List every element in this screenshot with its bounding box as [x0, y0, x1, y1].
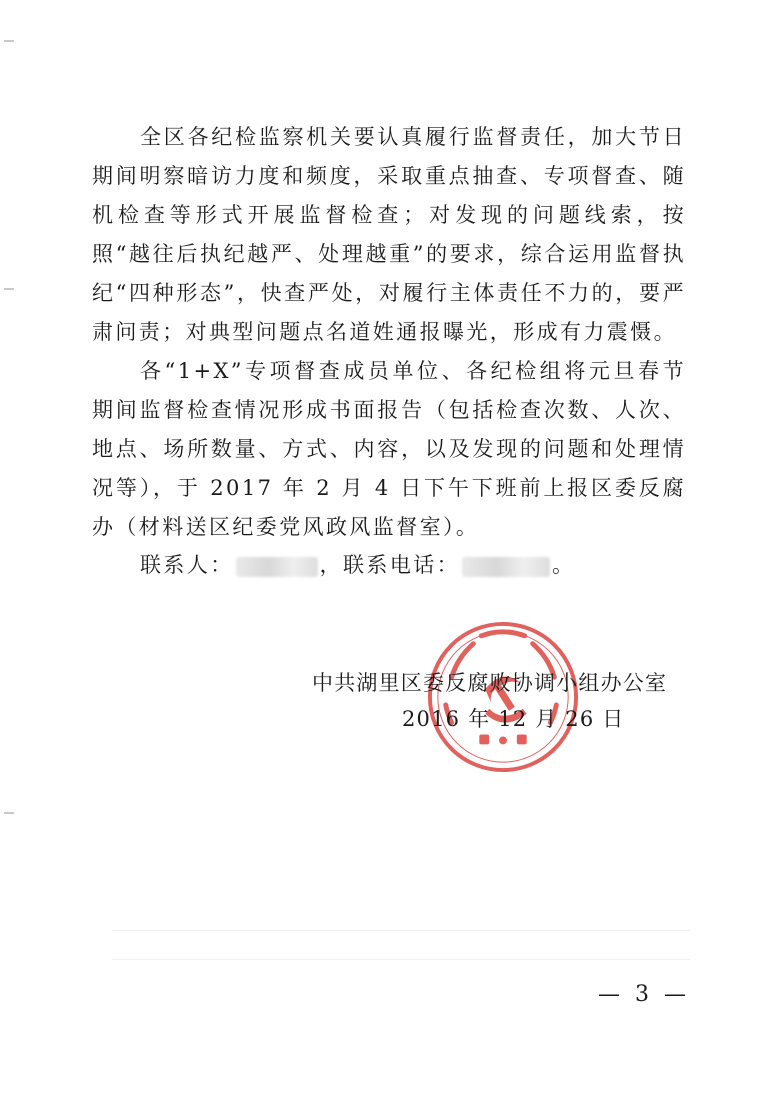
redacted-name: [236, 557, 318, 577]
issue-date: 2016 年 12 月 26 日: [402, 707, 625, 731]
body-paragraph: 各“1+X”专项督查成员单位、各纪检组将元旦春节期间监督检查情况形成书面报告（包括检查次数、人次、地点、场所数量、方式、内容，以及发现的问题和处理情况等），于 2017 年 2 月 4 日下午下班前上报区委反腐办（材料送区纪委党风政风监督室）。: [92, 359, 686, 539]
contact-separator: ，: [319, 553, 344, 577]
scan-artifact: [4, 40, 14, 42]
contact-line: [140, 546, 575, 585]
redacted-phone: [462, 557, 550, 577]
issuer-signature: 中共湖里区委反腐败协调小组办公室: [312, 671, 668, 695]
bleed-through-footer: [112, 930, 690, 960]
scan-artifact: [4, 288, 14, 290]
contact-phone-label: 联系电话：: [343, 553, 461, 577]
page-number: — 3 —: [598, 982, 690, 1007]
contact-person-label: 联系人：: [140, 553, 234, 577]
body-paragraph: 全区各纪检监察机关要认真履行监督责任，加大节日期间明察暗访力度和频度，采取重点抽查、专项督查、随机检查等形式开展监督检查；对发现的问题线索，按照“越往后执纪越严、处理越重”的要求，综合运用监督执纪“四种形态”，快查严处，对履行主体责任不力的，要严肃问责；对典型问题点名道姓通报曝光，形成有力震慑。: [92, 125, 686, 344]
scan-artifact: [4, 812, 14, 814]
contact-end: 。: [552, 553, 576, 577]
